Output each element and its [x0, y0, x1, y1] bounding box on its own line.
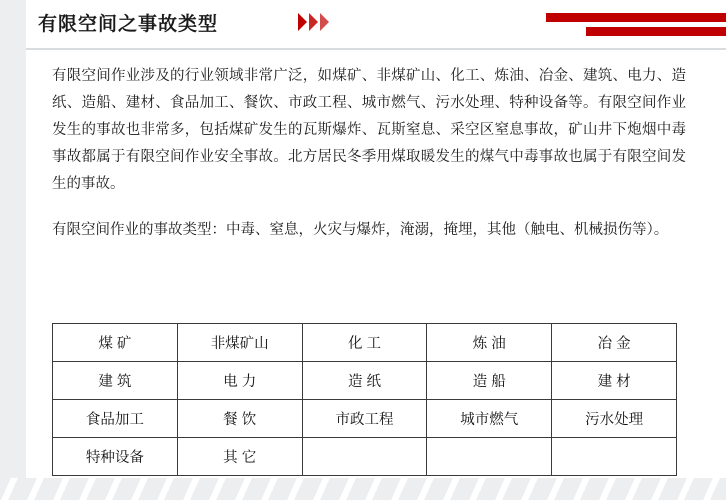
table-cell: 炼 油	[427, 324, 552, 362]
header-red-bar-bottom	[586, 27, 726, 36]
chevron-right-icon	[298, 13, 307, 31]
table-cell: 非煤矿山	[177, 324, 302, 362]
header-red-bar-top	[546, 13, 726, 22]
diagonal-stripe	[24, 478, 46, 500]
diagonal-stripe	[232, 478, 254, 500]
industry-table	[52, 323, 677, 476]
table-cell: 建 材	[552, 362, 677, 400]
left-accent-strip	[0, 0, 26, 500]
header-divider	[26, 48, 726, 50]
table-cell-empty	[302, 438, 427, 476]
bottom-stripe-band	[0, 478, 726, 500]
table-cell: 其 它	[177, 438, 302, 476]
table-cell: 煤 矿	[53, 324, 178, 362]
triple-chevron-right-icon	[298, 13, 329, 31]
table-cell: 食品加工	[53, 400, 178, 438]
diagonal-stripe	[414, 478, 436, 500]
table-cell-empty	[552, 438, 677, 476]
diagonal-stripe	[388, 478, 410, 500]
diagonal-stripe	[466, 478, 488, 500]
diagonal-stripe	[570, 478, 592, 500]
table-row	[53, 400, 677, 438]
table-cell: 污水处理	[552, 400, 677, 438]
diagonal-stripe	[76, 478, 98, 500]
diagonal-stripe	[310, 478, 332, 500]
diagonal-stripe	[596, 478, 618, 500]
diagonal-stripe	[180, 478, 202, 500]
chevron-right-icon	[320, 13, 329, 31]
diagonal-stripe	[154, 478, 176, 500]
table-row	[53, 324, 677, 362]
table-cell: 城市燃气	[427, 400, 552, 438]
diagonal-stripe	[128, 478, 150, 500]
body-text	[52, 63, 686, 244]
diagonal-stripe	[700, 478, 722, 500]
diagonal-stripe	[0, 478, 21, 500]
slide-header	[26, 0, 726, 50]
table-cell: 冶 金	[552, 324, 677, 362]
diagonal-stripe	[50, 478, 72, 500]
table-row	[53, 362, 677, 400]
diagonal-stripe	[492, 478, 514, 500]
table-row	[53, 438, 677, 476]
diagonal-stripe	[336, 478, 358, 500]
page-title: 有限空间之事故类型	[38, 14, 219, 35]
diagonal-stripe	[284, 478, 306, 500]
diagonal-stripe	[440, 478, 462, 500]
diagonal-stripe	[206, 478, 228, 500]
table-cell: 市政工程	[302, 400, 427, 438]
diagonal-stripe	[518, 478, 540, 500]
diagonal-stripe	[544, 478, 566, 500]
diagonal-stripe	[102, 478, 124, 500]
paragraph-2: 有限空间作业的事故类型：中毒、窒息，火灾与爆炸，淹溺，掩埋，其他（触电、机械损伤等）。	[52, 222, 669, 238]
diagonal-stripe	[648, 478, 670, 500]
diagonal-stripe	[674, 478, 696, 500]
table-cell: 造 船	[427, 362, 552, 400]
table-cell: 电 力	[177, 362, 302, 400]
table-cell: 特种设备	[53, 438, 178, 476]
industry-table-wrapper	[52, 323, 677, 476]
table-cell: 餐 饮	[177, 400, 302, 438]
table-cell-empty	[427, 438, 552, 476]
paragraph-1: 有限空间作业涉及的行业领域非常广泛，如煤矿、非煤矿山、化工、炼油、冶金、建筑、电力、造纸、造船、建材、食品加工、餐饮、市政工程、城市燃气、污水处理、特种设备等。有限空间作业发生的事故也非常多，包括煤矿发生的瓦斯爆炸、瓦斯窒息、采空区窒息事故，矿山井下炮烟中毒事故都属于有限空间作业安全事故。北方居民冬季用煤取暖发生的煤气中毒事故也属于有限空间发生的事故。	[52, 68, 686, 192]
table-cell: 化 工	[302, 324, 427, 362]
diagonal-stripe	[258, 478, 280, 500]
table-cell: 建 筑	[53, 362, 178, 400]
table-cell: 造 纸	[302, 362, 427, 400]
diagonal-stripe	[622, 478, 644, 500]
chevron-right-icon	[309, 13, 318, 31]
diagonal-stripe	[362, 478, 384, 500]
